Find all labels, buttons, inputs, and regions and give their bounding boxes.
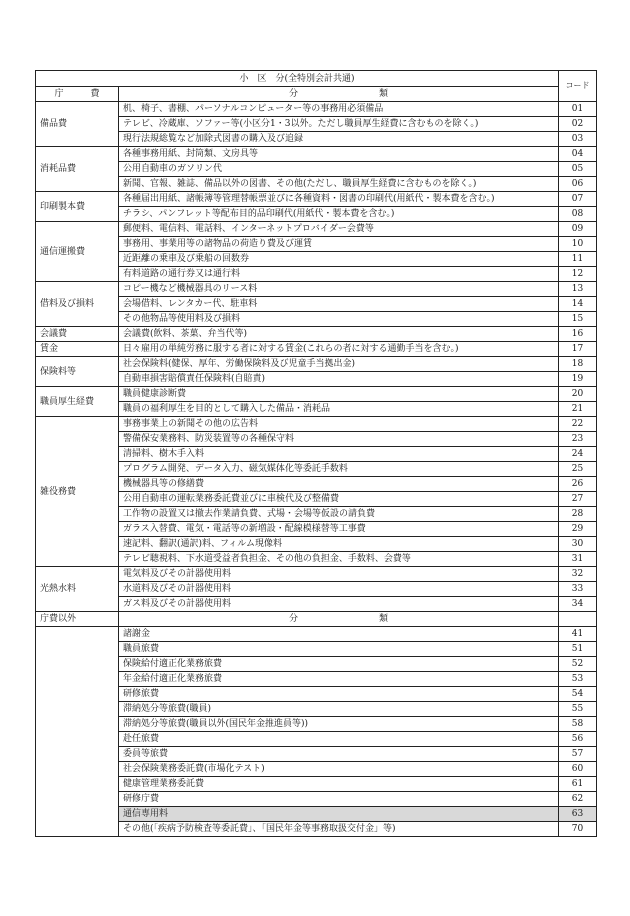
code-cell: 51	[559, 642, 597, 657]
classification-cell: 保険給付適正化業務旅費	[119, 657, 559, 672]
table-row	[36, 552, 597, 567]
classification-cell: 警備保安業務料、防災装置等の各種保守料	[119, 432, 559, 447]
code-cell: 12	[559, 267, 597, 282]
table-row	[36, 762, 597, 777]
table-row	[36, 627, 597, 642]
classification-cell: 日々雇用の単純労務に服する者に対する賃金(これらの者に対する通勤手当を含む。)	[119, 342, 559, 357]
code-cell: 29	[559, 522, 597, 537]
code-cell: 32	[559, 567, 597, 582]
table-row	[36, 252, 597, 267]
code-cell: 25	[559, 462, 597, 477]
classification-cell: 現行法規総覧など加除式図書の購入及び追録	[119, 132, 559, 147]
table-title-row	[36, 71, 597, 87]
table-title: 小 区 分(全特別会計共通)	[36, 71, 559, 87]
classification-cell: チラシ、パンフレット等配布目的品印刷代(用紙代・製本費を含む。)	[119, 207, 559, 222]
classification-cell: ガラス入替費、電気・電話等の新増設・配線模様替等工事費	[119, 522, 559, 537]
classification-cell: ガス料及びその計器使用料	[119, 597, 559, 612]
table-row	[36, 747, 597, 762]
code-cell: 55	[559, 702, 597, 717]
other-category-header: 庁費以外	[36, 612, 119, 627]
classification-cell: コピー機など機械器具のリース料	[119, 282, 559, 297]
classification-cell: 郵便料、電信料、電話料、インターネットプロバイダー会費等	[119, 222, 559, 237]
table-row	[36, 717, 597, 732]
classification-cell: 事務事業上の新聞その他の広告料	[119, 417, 559, 432]
classification-cell: 電気料及びその計器使用料	[119, 567, 559, 582]
table-row	[36, 222, 597, 237]
classification-cell: プログラム開発、データ入力、磁気媒体化等委託手数料	[119, 462, 559, 477]
code-cell: 22	[559, 417, 597, 432]
table-row	[36, 132, 597, 147]
table-row	[36, 657, 597, 672]
code-cell: 56	[559, 732, 597, 747]
table-row	[36, 357, 597, 372]
code-cell: 20	[559, 387, 597, 402]
table-row	[36, 507, 597, 522]
classification-cell: 研修庁費	[119, 792, 559, 807]
classification-cell: 工作物の設置又は撤去作業請負費、式場・会場等仮設の請負費	[119, 507, 559, 522]
category-cell: 備品費	[36, 102, 119, 147]
classification-cell: 公用自動車のガソリン代	[119, 162, 559, 177]
table-row	[36, 297, 597, 312]
other-header-row	[36, 612, 597, 627]
other-category-cell	[36, 627, 119, 837]
table-row	[36, 192, 597, 207]
classification-cell: 滞納処分等旅費(職員)	[119, 702, 559, 717]
table-row	[36, 777, 597, 792]
table-row	[36, 327, 597, 342]
code-cell: 07	[559, 192, 597, 207]
classification-cell: 職員の福利厚生を目的として購入した備品・消耗品	[119, 402, 559, 417]
code-cell: 24	[559, 447, 597, 462]
classification-cell: 有料道路の通行券又は通行料	[119, 267, 559, 282]
code-cell: 33	[559, 582, 597, 597]
code-cell: 52	[559, 657, 597, 672]
table-row	[36, 807, 597, 822]
classification-cell: 年金給付適正化業務旅費	[119, 672, 559, 687]
code-cell: 14	[559, 297, 597, 312]
category-cell: 賃金	[36, 342, 119, 357]
classification-cell: 公用自動車の運転業務委託費並びに車検代及び整備費	[119, 492, 559, 507]
code-cell: 30	[559, 537, 597, 552]
table-row	[36, 162, 597, 177]
code-cell: 41	[559, 627, 597, 642]
table-row	[36, 177, 597, 192]
classification-cell: テレビ、冷蔵庫、ソファー等(小区分1・3以外。ただし職員厚生経費に含むものを除く。)	[119, 117, 559, 132]
classification-cell: 会場借料、レンタカー代、駐車料	[119, 297, 559, 312]
table-row	[36, 402, 597, 417]
table-row	[36, 237, 597, 252]
table-row	[36, 207, 597, 222]
classification-cell: 水道料及びその計器使用料	[119, 582, 559, 597]
column-header-row	[36, 87, 597, 102]
classification-table	[35, 70, 597, 837]
classification-cell: 机、椅子、書棚、パーソナルコンピューター等の事務用必須備品	[119, 102, 559, 117]
code-cell: 10	[559, 237, 597, 252]
classification-cell: その他(「疾病予防検査等委託費」、「国民年金等事務取扱交付金」等)	[119, 822, 559, 837]
table-row	[36, 372, 597, 387]
code-cell: 57	[559, 747, 597, 762]
table-row	[36, 492, 597, 507]
table-row	[36, 822, 597, 837]
classification-cell: 社会保険料(健保、厚年、労働保険料及び児童手当拠出金)	[119, 357, 559, 372]
code-cell: 63	[559, 807, 597, 822]
table-row	[36, 432, 597, 447]
code-cell: 53	[559, 672, 597, 687]
category-cell: 消耗品費	[36, 147, 119, 192]
table-row	[36, 597, 597, 612]
code-cell: 01	[559, 102, 597, 117]
classification-cell: 清掃料、樹木手入料	[119, 447, 559, 462]
classification-cell: 機械器具等の修繕費	[119, 477, 559, 492]
code-cell: 26	[559, 477, 597, 492]
code-cell: 31	[559, 552, 597, 567]
category-column-header: 庁 費	[36, 87, 119, 102]
classification-cell: テレビ聴視料、下水道受益者負担金、その他の負担金、手数料、会費等	[119, 552, 559, 567]
table-row	[36, 117, 597, 132]
table-row	[36, 312, 597, 327]
classification-cell: 近距離の乗車及び乗船の回数券	[119, 252, 559, 267]
table-row	[36, 147, 597, 162]
classification-column-header: 分 類	[119, 87, 559, 102]
table-row	[36, 462, 597, 477]
table-row	[36, 282, 597, 297]
classification-cell: 事務用、事業用等の諸物品の荷造り費及び運賃	[119, 237, 559, 252]
category-cell: 印刷製本費	[36, 192, 119, 222]
code-cell: 16	[559, 327, 597, 342]
classification-cell: 職員旅費	[119, 642, 559, 657]
code-cell: 54	[559, 687, 597, 702]
classification-cell: 各種届出用紙、諸帳簿等管理替帳票並びに各種資料・図書の印刷代(用紙代・製本費を含む。)	[119, 192, 559, 207]
classification-cell: 滞納処分等旅費(職員以外(国民年金推進員等))	[119, 717, 559, 732]
category-cell: 光熱水料	[36, 567, 119, 612]
other-classification-header: 分 類	[119, 612, 559, 627]
code-cell: 11	[559, 252, 597, 267]
table-row	[36, 537, 597, 552]
category-cell: 保険料等	[36, 357, 119, 387]
table-row	[36, 102, 597, 117]
code-cell: 13	[559, 282, 597, 297]
classification-cell: 速記料、翻訳(通訳)料、フィルム現像料	[119, 537, 559, 552]
code-cell: 19	[559, 372, 597, 387]
classification-cell: 社会保険業務委託費(市場化テスト)	[119, 762, 559, 777]
table-row	[36, 642, 597, 657]
table-row	[36, 672, 597, 687]
table-row	[36, 687, 597, 702]
code-column-header: コード	[559, 71, 597, 102]
classification-cell: 健康管理業務委託費	[119, 777, 559, 792]
category-cell: 職員厚生経費	[36, 387, 119, 417]
classification-cell: 会議費(飲料、茶菓、弁当代等)	[119, 327, 559, 342]
classification-cell: 自動車損害賠償責任保険料(自賠責)	[119, 372, 559, 387]
classification-cell: 通信専用料	[119, 807, 559, 822]
code-cell: 04	[559, 147, 597, 162]
code-cell: 18	[559, 357, 597, 372]
table-row	[36, 387, 597, 402]
category-cell: 借料及び損料	[36, 282, 119, 327]
code-cell: 23	[559, 432, 597, 447]
table-row	[36, 567, 597, 582]
category-cell: 会議費	[36, 327, 119, 342]
table-row	[36, 477, 597, 492]
table-row	[36, 417, 597, 432]
code-cell: 34	[559, 597, 597, 612]
classification-cell: 赴任旅費	[119, 732, 559, 747]
table-row	[36, 702, 597, 717]
classification-cell: 委員等旅費	[119, 747, 559, 762]
table-row	[36, 792, 597, 807]
code-cell: 09	[559, 222, 597, 237]
category-cell: 雑役務費	[36, 417, 119, 567]
code-cell: 70	[559, 822, 597, 837]
other-code-header	[559, 612, 597, 627]
table-row	[36, 582, 597, 597]
code-cell: 58	[559, 717, 597, 732]
classification-cell: 各種事務用紙、封筒類、文房具等	[119, 147, 559, 162]
classification-cell: 諸謝金	[119, 627, 559, 642]
table-row	[36, 522, 597, 537]
table-row	[36, 732, 597, 747]
code-cell: 17	[559, 342, 597, 357]
code-cell: 08	[559, 207, 597, 222]
category-cell: 通信運搬費	[36, 222, 119, 282]
classification-cell: 職員健康診断費	[119, 387, 559, 402]
code-cell: 28	[559, 507, 597, 522]
table-row	[36, 342, 597, 357]
classification-cell: 研修旅費	[119, 687, 559, 702]
code-cell: 06	[559, 177, 597, 192]
code-cell: 03	[559, 132, 597, 147]
code-cell: 21	[559, 402, 597, 417]
code-cell: 60	[559, 762, 597, 777]
code-cell: 02	[559, 117, 597, 132]
classification-cell: その他物品等使用料及び損料	[119, 312, 559, 327]
classification-table-body	[36, 71, 597, 837]
code-cell: 61	[559, 777, 597, 792]
classification-cell: 新聞、官報、雑誌、備品以外の図書、その他(ただし、職員厚生経費に含むものを除く。)	[119, 177, 559, 192]
code-cell: 05	[559, 162, 597, 177]
table-row	[36, 447, 597, 462]
code-cell: 27	[559, 492, 597, 507]
table-row	[36, 267, 597, 282]
code-cell: 15	[559, 312, 597, 327]
code-cell: 62	[559, 792, 597, 807]
